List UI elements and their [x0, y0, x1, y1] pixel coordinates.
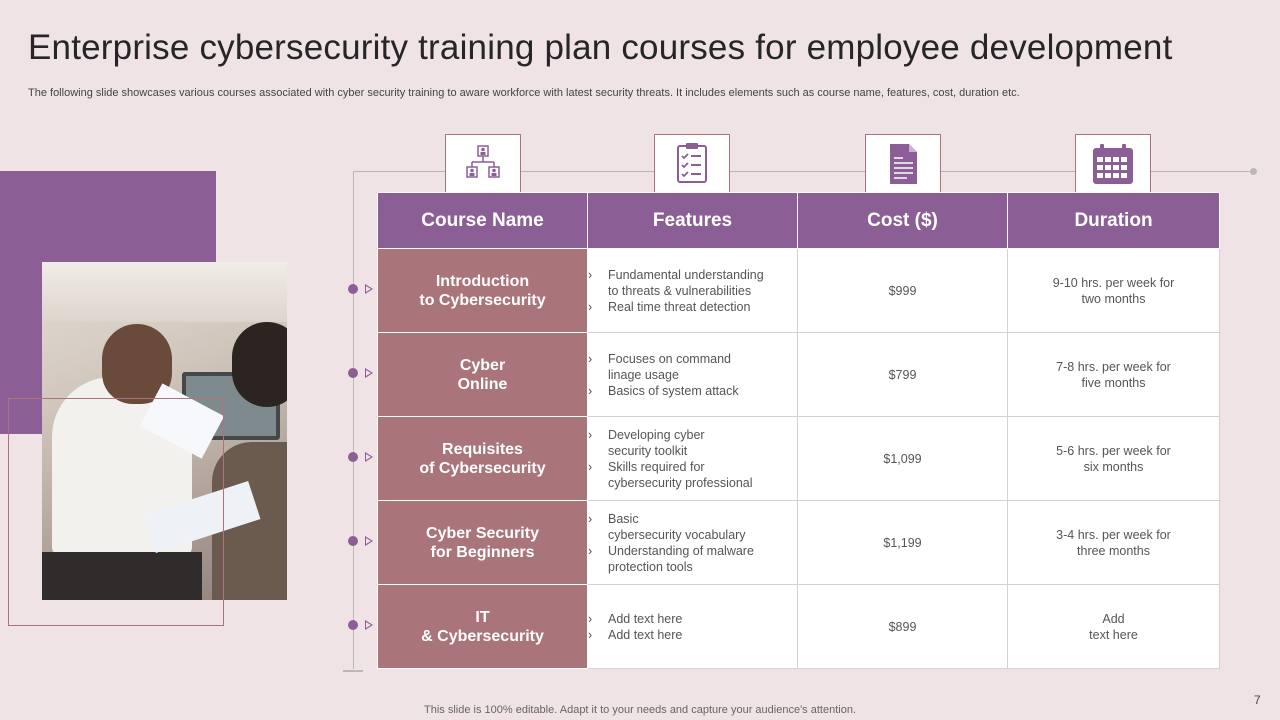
feature-text: Focuses on command linage usage	[608, 351, 731, 382]
row-marker-dot	[348, 368, 358, 378]
duration-text: 3-4 hrs. per week for three months	[1056, 527, 1171, 558]
feature-item	[588, 543, 797, 575]
course-name-line: Online	[457, 375, 508, 393]
chevron-right-icon: ›	[588, 383, 593, 398]
course-name-line: IT	[475, 608, 490, 626]
duration-cell	[1008, 417, 1220, 501]
duration-cell	[1008, 501, 1220, 585]
duration-cell	[1008, 585, 1220, 669]
feature-item	[588, 351, 797, 383]
checklist-icon-box	[654, 134, 730, 192]
feature-item	[588, 611, 797, 627]
org-chart-icon-box	[445, 134, 521, 192]
table-row	[378, 585, 1220, 669]
row-marker-arrow	[365, 452, 373, 462]
cost-cell: $1,099	[798, 417, 1008, 501]
header-cost: Cost ($)	[798, 193, 1008, 249]
duration-text: 9-10 hrs. per week for two months	[1052, 275, 1175, 306]
duration-text: 5-6 hrs. per week for six months	[1056, 443, 1171, 474]
course-name-line: & Cybersecurity	[421, 627, 544, 645]
cost-cell: $999	[798, 249, 1008, 333]
features-cell	[588, 333, 798, 417]
course-name-line: of Cybersecurity	[419, 459, 546, 477]
duration-cell	[1008, 249, 1220, 333]
checklist-icon	[668, 140, 716, 188]
row-marker-arrow	[365, 536, 373, 546]
table-row	[378, 249, 1220, 333]
row-marker-dot	[348, 284, 358, 294]
chevron-right-icon: ›	[588, 459, 593, 474]
footer-note: This slide is 100% editable. Adapt it to your needs and capture your audience's attention.	[424, 704, 856, 716]
course-name-cell	[378, 417, 588, 501]
feature-text: Fundamental understanding to threats & vulnerabilities	[608, 267, 764, 298]
timeline-foot	[343, 670, 363, 672]
slide-subtitle: The following slide showcases various courses associated with cyber security training to aware workforce with latest security threats. It includes elements such as course name, features, cost, duration etc.	[28, 87, 1020, 99]
timeline-vertical-line	[353, 171, 354, 669]
feature-text: Add text here	[608, 627, 683, 642]
course-name-line: for Beginners	[430, 543, 535, 561]
feature-text: Real time threat detection	[608, 299, 751, 314]
chevron-right-icon: ›	[588, 427, 593, 442]
cost-cell: $799	[798, 333, 1008, 417]
courses-table	[377, 192, 1220, 669]
cost-cell: $1,199	[798, 501, 1008, 585]
row-marker-arrow	[365, 620, 373, 630]
photo-frame-outline	[8, 398, 224, 626]
feature-item	[588, 459, 797, 491]
chevron-right-icon: ›	[588, 543, 593, 558]
table-row	[378, 417, 1220, 501]
features-cell	[588, 585, 798, 669]
course-name-line: Cyber Security	[426, 524, 539, 542]
chevron-right-icon: ›	[588, 267, 593, 282]
feature-text: Skills required for cybersecurity professional	[608, 459, 753, 490]
course-name-cell	[378, 249, 588, 333]
course-name-line: Requisites	[442, 440, 523, 458]
course-name-line: Cyber	[459, 356, 506, 374]
feature-text: Understanding of malware protection tools	[608, 543, 754, 574]
timeline-end-dot	[1250, 168, 1257, 175]
header-duration: Duration	[1008, 193, 1220, 249]
course-name-cell	[378, 501, 588, 585]
row-marker-dot	[348, 536, 358, 546]
row-marker-arrow	[365, 284, 373, 294]
feature-text: Basic cybersecurity vocabulary	[608, 511, 746, 542]
calendar-icon	[1089, 140, 1137, 188]
document-icon	[879, 140, 927, 188]
feature-item	[588, 627, 797, 643]
chevron-right-icon: ›	[588, 351, 593, 366]
course-name-line: Introduction	[435, 272, 530, 290]
feature-item	[588, 383, 797, 399]
feature-item	[588, 511, 797, 543]
header-course-name: Course Name	[378, 193, 588, 249]
feature-text: Basics of system attack	[608, 383, 739, 398]
features-cell	[588, 249, 798, 333]
org-chart-icon	[459, 140, 507, 188]
table-row	[378, 333, 1220, 417]
chevron-right-icon: ›	[588, 611, 593, 626]
cost-cell: $899	[798, 585, 1008, 669]
row-marker-arrow	[365, 368, 373, 378]
slide-title: Enterprise cybersecurity training plan courses for employee development	[28, 28, 1173, 67]
course-name-cell	[378, 585, 588, 669]
feature-item	[588, 299, 797, 315]
chevron-right-icon: ›	[588, 511, 593, 526]
course-name-line: to Cybersecurity	[419, 291, 546, 309]
header-features: Features	[588, 193, 798, 249]
page-number: 7	[1254, 693, 1261, 707]
feature-item	[588, 427, 797, 459]
duration-text: 7-8 hrs. per week for five months	[1056, 359, 1171, 390]
table-row	[378, 501, 1220, 585]
feature-text: Developing cyber security toolkit	[608, 427, 705, 458]
document-icon-box	[865, 134, 941, 192]
table-header-row	[378, 193, 1220, 249]
duration-cell	[1008, 333, 1220, 417]
feature-text: Add text here	[608, 611, 683, 626]
row-marker-dot	[348, 620, 358, 630]
features-cell	[588, 417, 798, 501]
course-name-cell	[378, 333, 588, 417]
feature-item	[588, 267, 797, 299]
chevron-right-icon: ›	[588, 299, 593, 314]
features-cell	[588, 501, 798, 585]
calendar-icon-box	[1075, 134, 1151, 192]
row-marker-dot	[348, 452, 358, 462]
chevron-right-icon: ›	[588, 627, 593, 642]
duration-text: Add text here	[1089, 611, 1138, 642]
